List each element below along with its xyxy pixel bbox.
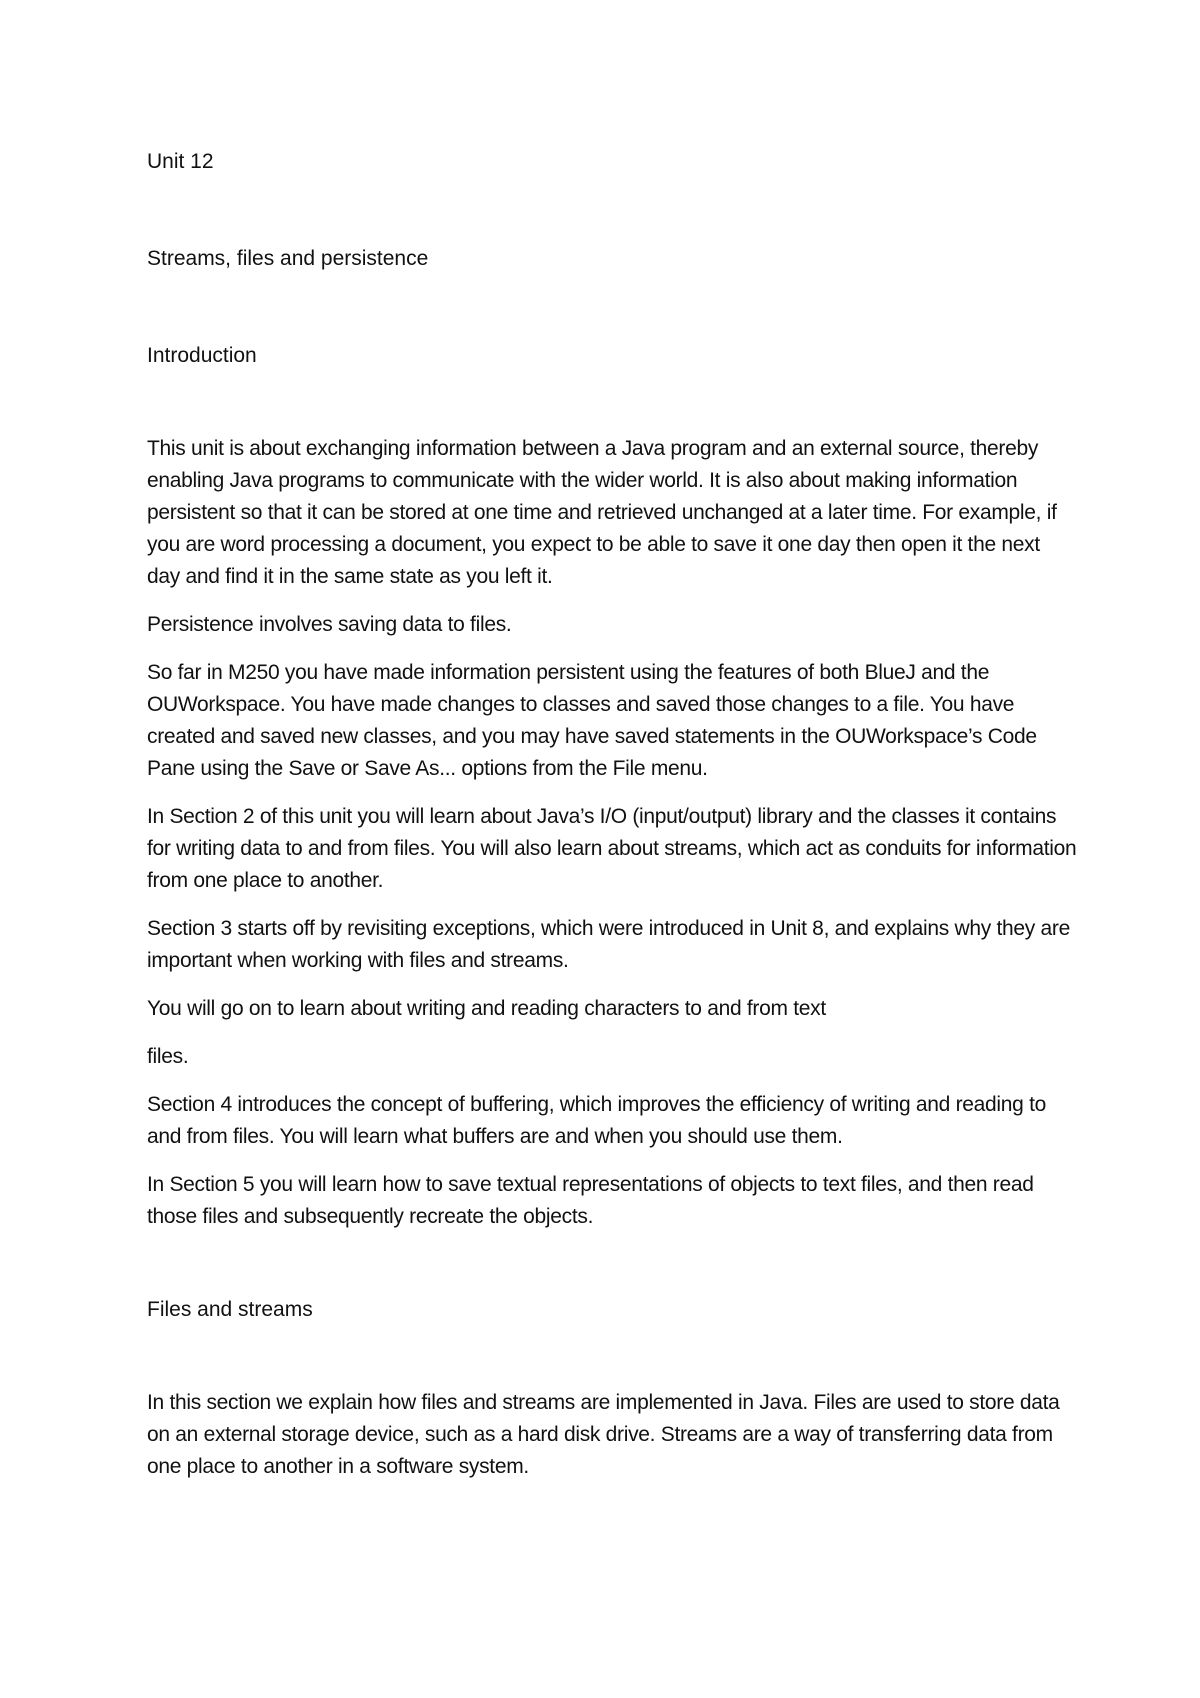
intro-paragraph: You will go on to learn about writing and reading characters to and from text (147, 997, 826, 1020)
intro-paragraph: Section 3 starts off by revisiting exceptions, which were introduced in Unit 8, and explains why they are important when working with files and streams. (147, 917, 1070, 972)
intro-paragraph: In Section 2 of this unit you will learn about Java’s I/O (input/output) library and the classes it contains for writing data to and from files. You will also learn about streams, which act as conduits for information from one place to another. (147, 805, 1077, 892)
intro-paragraph: So far in M250 you have made information persistent using the features of both BlueJ and the OUWorkspace. You have made changes to classes and saved those changes to a file. You have created and saved new classes, and you may have saved statements in the OUWorkspace’s Code Pane using the Save or Save As... options from the File menu. (147, 661, 1037, 780)
intro-paragraph: files. (147, 1045, 189, 1068)
files-paragraph: In this section we explain how files and streams are implemented in Java. Files are used to store data on an external storage device, such as a hard disk drive. Streams are a way of transferring data from one place to another in a software system. (147, 1391, 1060, 1478)
intro-paragraph: Section 4 introduces the concept of buffering, which improves the efficiency of writing and reading to and from files. You will learn what buffers are and when you should use them. (147, 1093, 1046, 1148)
unit-label: Unit 12 (147, 150, 214, 173)
intro-paragraph: This unit is about exchanging information between a Java program and an external source, thereby enabling Java programs to communicate with the wider world. It is also about making information persistent so that it can be stored at one time and retrieved unchanged at a later time. For example, if you are word processing a document, you expect to be able to save it one day then open it the next day and find it in the same state as you left it. (147, 437, 1057, 588)
intro-paragraph: Persistence involves saving data to files. (147, 613, 512, 636)
section-heading-introduction: Introduction (147, 344, 257, 367)
document-body (147, 146, 1077, 1499)
intro-paragraph: In Section 5 you will learn how to save textual representations of objects to text files, and then read those files and subsequently recreate the objects. (147, 1173, 1034, 1228)
unit-title: Streams, files and persistence (147, 247, 429, 270)
section-heading-files-and-streams: Files and streams (147, 1298, 313, 1321)
